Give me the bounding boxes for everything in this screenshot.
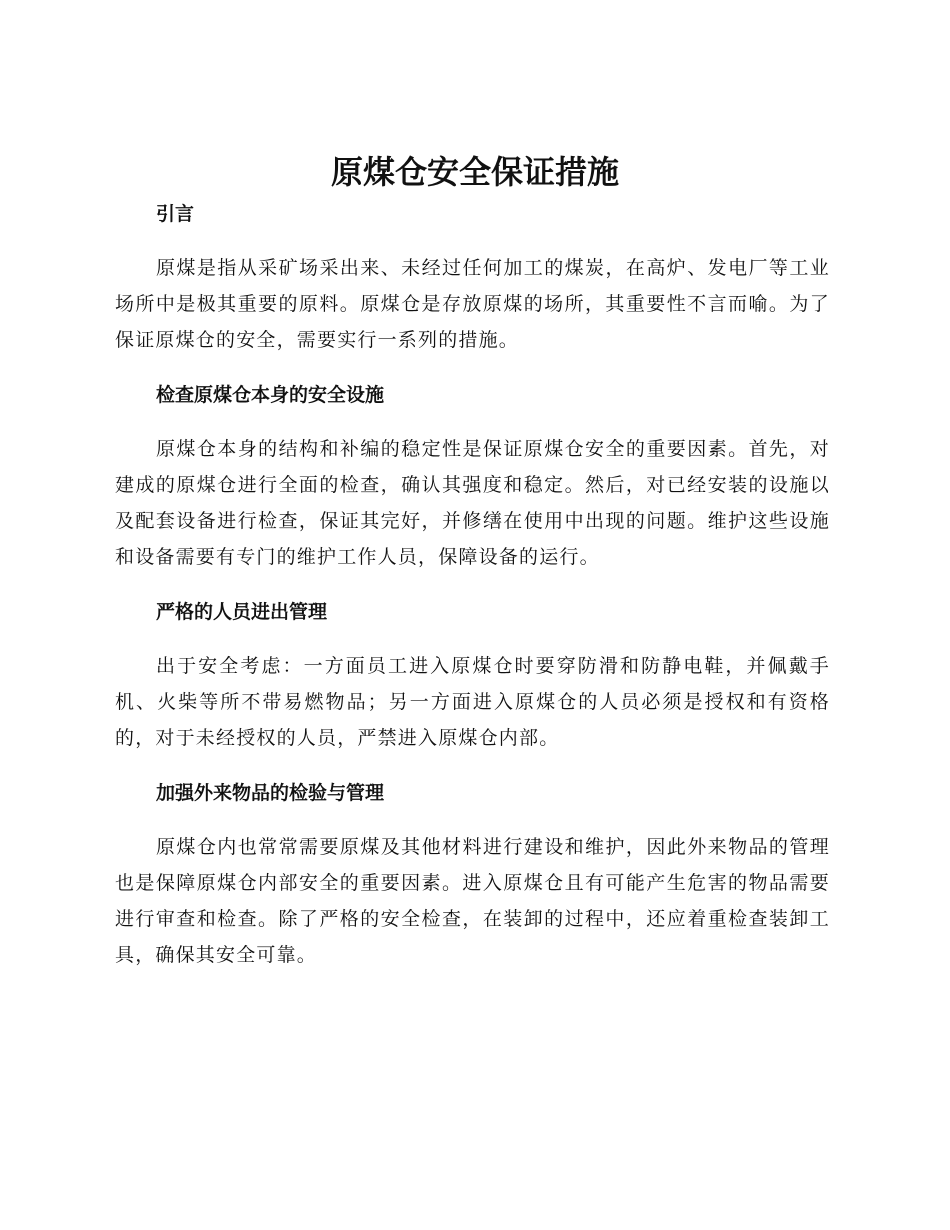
section-paragraph-facility-inspection: 原煤仓本身的结构和补编的稳定性是保证原煤仓安全的重要因素。首先，对建成的原煤仓进行全面的检查，确认其强度和稳定。然后，对已经安装的设施以及配套设备进行检查，保证其完好，并修缮在使用中出现的问题。维护这些设施和设备需要有专门的维护工作人员，保障设备的运行。 bbox=[115, 438, 830, 568]
section-heading-facility-inspection: 检查原煤仓本身的安全设施 bbox=[156, 384, 385, 406]
section-heading-personnel-access: 严格的人员进出管理 bbox=[156, 601, 328, 623]
section-paragraph-personnel-access: 出于安全考虑：一方面员工进入原煤仓时要穿防滑和防静电鞋，并佩戴手机、火柴等所不带易燃物品；另一方面进入原煤仓的人员必须是授权和有资格的，对于未经授权的人员，严禁进入原煤仓内部。 bbox=[115, 655, 830, 749]
section-paragraph-introduction: 原煤是指从采矿场采出来、未经过任何加工的煤炭，在高炉、发电厂等工业场所中是极其重要的原料。原煤仓是存放原煤的场所，其重要性不言而喻。为了保证原煤仓的安全，需要实行一系列的措施。 bbox=[115, 257, 830, 351]
section-heading-external-materials: 加强外来物品的检验与管理 bbox=[156, 782, 385, 804]
document-body bbox=[115, 196, 830, 973]
document-title: 原煤仓安全保证措施 bbox=[330, 153, 619, 191]
section-paragraph-external-materials: 原煤仓内也常常需要原煤及其他材料进行建设和维护，因此外来物品的管理也是保障原煤仓内部安全的重要因素。进入原煤仓且有可能产生危害的物品需要进行审查和检查。除了严格的安全检查，在装卸的过程中，还应着重检查装卸工具，确保其安全可靠。 bbox=[115, 836, 830, 966]
section-heading-introduction: 引言 bbox=[156, 203, 195, 225]
